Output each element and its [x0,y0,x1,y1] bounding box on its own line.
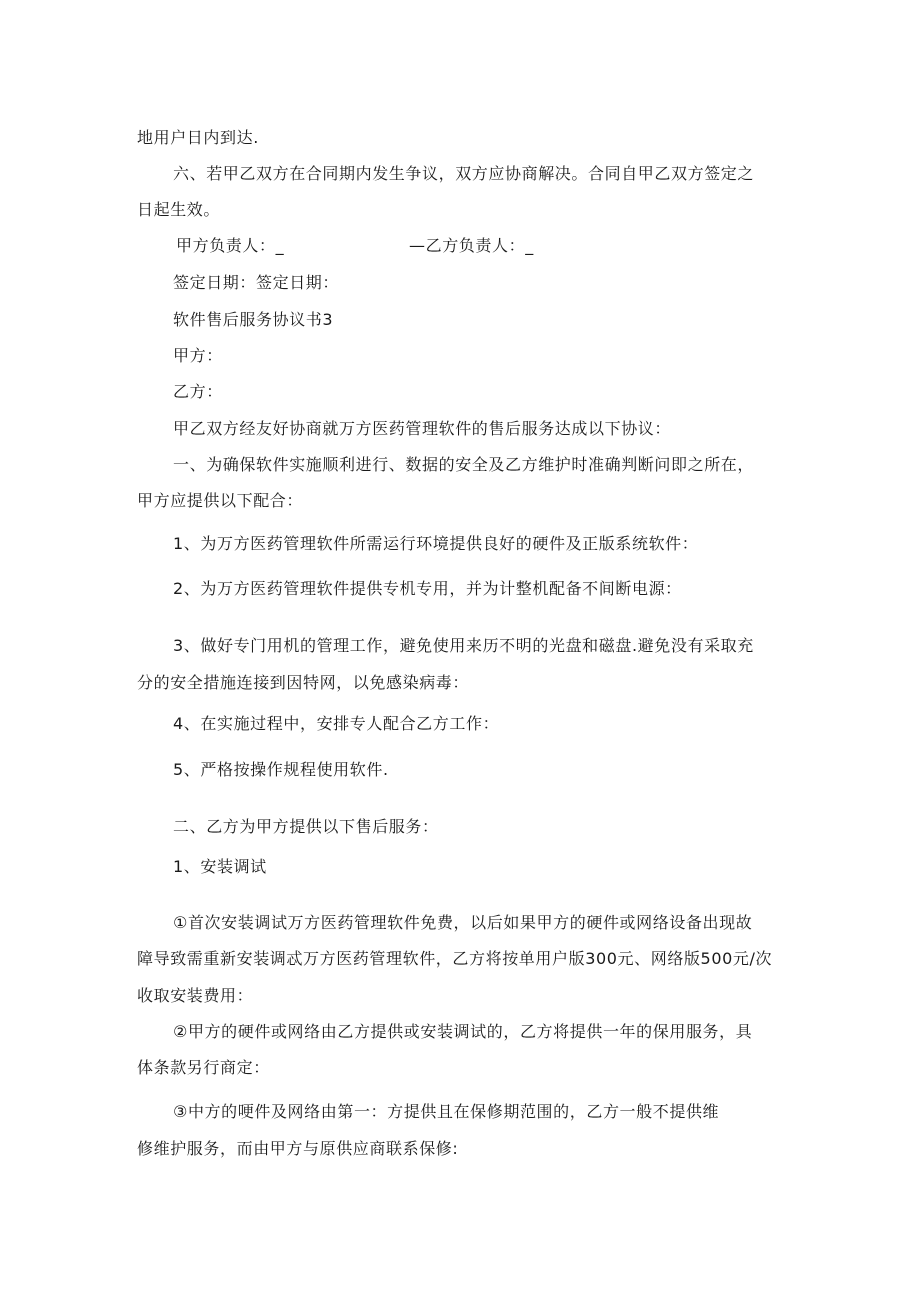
document-title: 软件售后服务协议书3 [173,310,334,329]
signing-dates: 签定日期：签定日期： [173,273,340,292]
clause-2-line-2: 体条款另行商定： [137,1058,270,1077]
party-a-label: 甲方： [173,346,223,365]
party-a-signatory: 甲方负责人：_ [176,236,285,255]
item-2: 2、为万方医药管理软件提供专机专用，并为计整机配备不间断电源： [173,579,682,598]
clause-1-line-2: 障导致需重新安装调忒万方医药管理软件，乙方将按单用户版300元、网络版500元/次 [137,949,773,968]
clause-1-line-1: ①首次安装调试万方医药管理软件免费，以后如果甲方的硬件或网络设备出现故 [173,913,753,932]
subsection-install-heading: 1、安装调试 [173,857,267,876]
item-1: 1、为万方医药管理软件所需运行环境提供良好的硬件及正版系统软件： [173,534,699,553]
section-two-heading: 二、乙方为甲方提供以下售后服务： [173,817,439,836]
paragraph-six-line-2: 日起生效。 [137,200,221,219]
item-3-line-1: 3、做好专门用机的管理工作，避免使用来历不明的光盘和磁盘.避免没有采取充 [173,636,754,655]
clause-3-line-1: ③中方的哽件及网络由第一：方提供且在保修期范围的，乙方一般不提供维 [173,1102,720,1121]
item-5: 5、严格按操作规程使用软件. [173,760,389,779]
text-line-continuation: 地用户日内到达. [137,128,259,147]
paragraph-six-line-1: 六、若甲乙双方在合同期内发生争议，双方应协商解决。合同自甲乙双方签定之 [173,164,755,183]
clause-2-line-1: ②甲方的硬件或网络由乙方提供或安装调试的，乙方将提供一年的保用服务，具 [173,1022,753,1041]
item-4: 4、在实施过程中，安排专人配合乙方工作： [173,714,500,733]
section-one-line-1: 一、为确保软件实施顺利进行、数据的安全及乙方维护时准确判断问即之所在， [173,455,755,474]
clause-3-line-2: 修维护服务，而由甲方与原供应商联系保修: [137,1139,459,1158]
clause-1-line-3: 收取安装费用： [137,986,254,1005]
agreement-intro: 甲乙双方经友好协商就万方医药管理软件的售后服务达成以下协议： [173,419,672,438]
party-b-signatory: —乙方负责人：_ [409,236,534,255]
section-one-line-2: 甲方应提供以下配合： [137,491,304,510]
item-3-line-2: 分的安全措施连接到因特网，以免感染病毒： [137,673,470,692]
party-b-label: 乙方： [173,382,223,401]
